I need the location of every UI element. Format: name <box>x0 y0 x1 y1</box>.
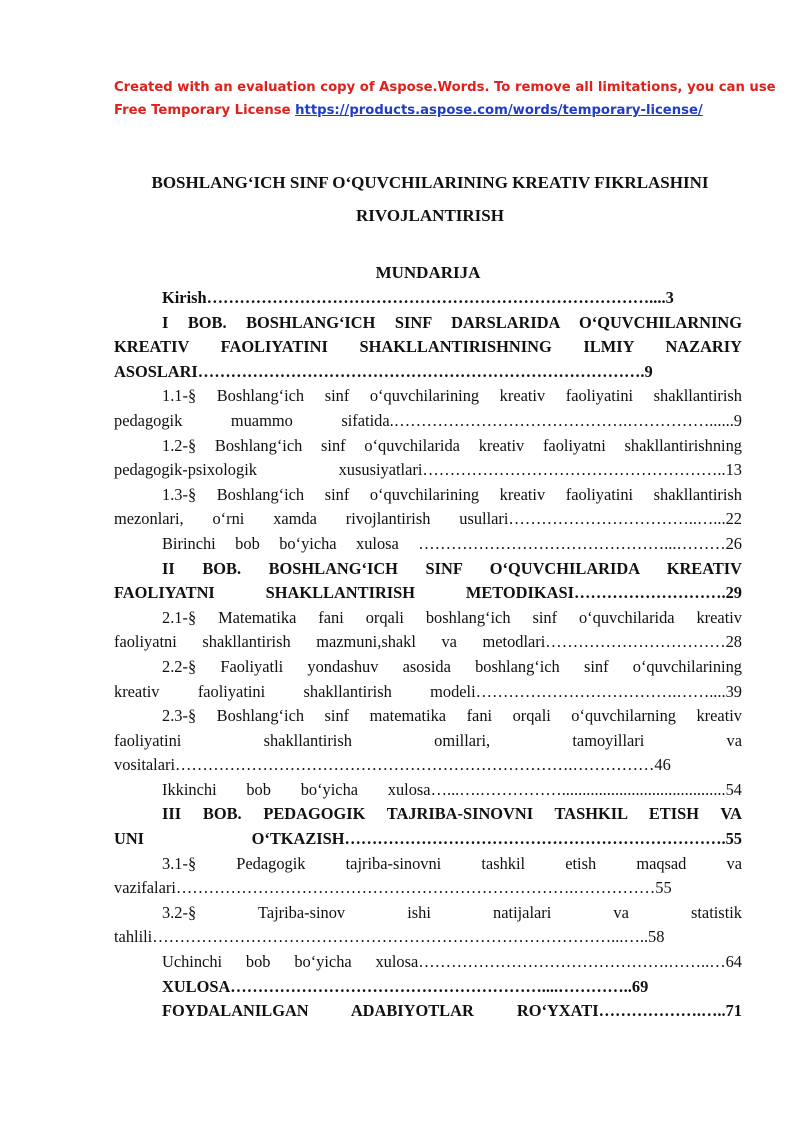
toc-entry[interactable] <box>114 655 742 704</box>
toc-entry-line: faoliyatni shakllantirish mazmuni,shakl va metodlari……………………………28 <box>114 632 742 652</box>
toc-entry-line: vositalari……………………………………………………………….……………46 <box>114 755 671 775</box>
toc-entry-line: Ikkinchi bob bo‘yicha xulosa…...….……………........................................54 <box>162 779 742 799</box>
toc-entry-line: pedagogik muammo sifatida.…………………………………….……………......9 <box>114 410 742 430</box>
toc-entry[interactable] <box>114 286 742 311</box>
toc-entry-line: FOYDALANILGAN ADABIYOTLAR RO‘YXATI……………….…..71 <box>162 1001 742 1021</box>
toc-entry-line: Uchinchi bob bo‘yicha xulosa……………………………………….……..…64 <box>162 952 742 972</box>
toc-entry[interactable] <box>114 901 742 950</box>
toc-entry-line: vazifalari……………………………………………………………….……………55 <box>114 878 672 898</box>
toc-entry-line: ASOSLARI……………………………………………………………………….9 <box>114 361 653 381</box>
toc-entry-line: XULOSA…………………………………………………....…………..69 <box>162 976 649 996</box>
toc-entry-line: 2.2-§ Faoliyatli yondashuv asosida boshlang‘ich sinf o‘quvchilarining <box>162 656 742 676</box>
toc-entry-line: pedagogik-psixologik xususiyatlari………………………………………………..13 <box>114 460 742 480</box>
toc-entry-line: tahlili…………………………………………………………………………...…..58 <box>114 927 665 947</box>
toc-entry[interactable] <box>114 532 742 557</box>
toc-entry-line: 3.1-§ Pedagogik tajriba-sinovni tashkil etish maqsad va <box>162 853 742 873</box>
toc-entry-line: II BOB. BOSHLANG‘ICH SINF O‘QUVCHILARIDA KREATIV <box>162 558 742 578</box>
toc-entry[interactable] <box>114 557 742 606</box>
temporary-license-link[interactable]: https://products.aspose.com/words/temporary-license/ <box>295 103 703 118</box>
table-of-contents <box>114 286 742 1024</box>
toc-entry[interactable] <box>114 852 742 901</box>
toc-entry-line: kreativ faoliyatini shakllantirish modeli……………………………….……....39 <box>114 681 742 701</box>
toc-entry-line: faoliyatini shakllantirish omillari, tamoyillari va <box>114 730 742 750</box>
toc-entry-line: I BOB. BOSHLANG‘ICH SINF DARSLARIDA O‘QUVCHILARNING <box>162 312 742 332</box>
banner-line-2 <box>114 99 754 122</box>
banner-line-1: Created with an evaluation copy of Aspose.Words. To remove all limitations, you can use <box>114 80 776 95</box>
toc-entry[interactable] <box>114 999 742 1024</box>
toc-entry[interactable] <box>114 311 742 385</box>
toc-entry-line: 1.3-§ Boshlang‘ich sinf o‘quvchilarining kreativ faoliyatini shakllantirish <box>162 484 742 504</box>
toc-entry[interactable] <box>114 483 742 532</box>
toc-entry-line: 1.1-§ Boshlang‘ich sinf o‘quvchilarining kreativ faoliyatini shakllantirish <box>162 386 742 406</box>
toc-heading: MUNDARIJA <box>375 263 481 282</box>
banner-license-label: Free Temporary License <box>114 103 291 118</box>
title-line-1: BOSHLANG‘ICH SINF O‘QUVCHILARINING KREATIV FIKRLASHINI <box>151 173 709 192</box>
toc-entry[interactable] <box>114 384 742 433</box>
toc-entry[interactable] <box>114 434 742 483</box>
title-line-2: RIVOJLANTIRISH <box>356 206 504 225</box>
toc-entry-line: 2.1-§ Matematika fani orqali boshlang‘ich sinf o‘quvchilarida kreativ <box>162 607 742 627</box>
toc-entry-line: 3.2-§ Tajriba-sinov ishi natijalari va statistik <box>162 902 742 922</box>
toc-entry-line: Birinchi bob bo‘yicha xulosa ………………………………………...………26 <box>162 533 742 553</box>
evaluation-banner <box>114 76 776 122</box>
toc-entry[interactable] <box>114 950 742 975</box>
toc-entry-line: 2.3-§ Boshlang‘ich sinf matematika fani orqali o‘quvchilarning kreativ <box>162 706 742 726</box>
toc-entry-line: FAOLIYATNI SHAKLLANTIRISH METODIKASI……………………….29 <box>114 583 742 603</box>
toc-entry-line: Kirish………………………………………………………………………....3 <box>162 288 674 307</box>
toc-entry-line: mezonlari, o‘rni xamda rivojlantirish usullari……………………………..…...22 <box>114 509 742 529</box>
toc-entry[interactable] <box>114 975 742 1000</box>
toc-entry[interactable] <box>114 802 742 851</box>
toc-entry[interactable] <box>114 778 742 803</box>
toc-entry[interactable] <box>114 606 742 655</box>
document-title <box>60 166 800 232</box>
toc-entry-line: KREATIV FAOLIYATINI SHAKLLANTIRISHNING ILMIY NAZARIY <box>114 337 742 357</box>
toc-entry-line: III BOB. PEDAGOGIK TAJRIBA-SINOVNI TASHKIL ETISH VA <box>162 804 742 824</box>
toc-entry-line: 1.2-§ Boshlang‘ich sinf o‘quvchilarida kreativ faoliyatni shakllantirishning <box>162 435 742 455</box>
toc-entry-line: UNI O‘TKAZISH…………………………………………………………….55 <box>114 829 742 849</box>
toc-entry[interactable] <box>114 704 742 778</box>
